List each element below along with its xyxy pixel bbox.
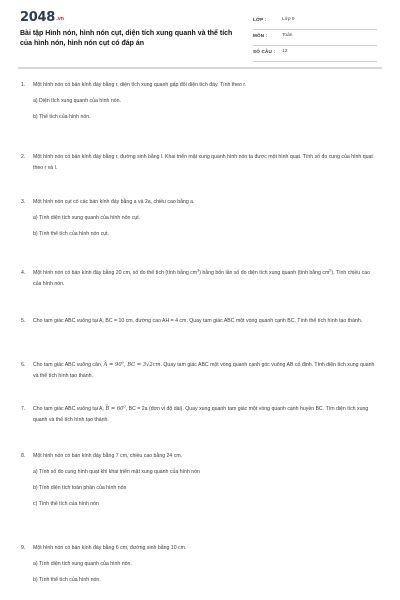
question-text: Một hình nón có bán kính đáy bằng 6 cm, đường sinh bằng 10 cm. bbox=[33, 545, 187, 551]
site-logo[interactable] bbox=[20, 10, 64, 25]
meta-value: 12 bbox=[282, 49, 288, 54]
meta-label: MÔN : bbox=[253, 33, 268, 38]
header-divider bbox=[18, 67, 382, 69]
meta-value: Toán bbox=[282, 33, 293, 38]
question-5 bbox=[21, 316, 379, 327]
question-part: b) Tính thể tích của hình nón cụt. bbox=[33, 231, 110, 237]
angle-symbol: ^ B bbox=[105, 404, 109, 415]
question-part: b) Tính thể tích của hình nón. bbox=[33, 577, 101, 583]
question-part: a) Diện tích xung quanh của hình nón. bbox=[33, 98, 121, 104]
meta-info bbox=[253, 14, 377, 62]
question-text: Một hình nón có bán kính đáy bằng r, diện tích xung quanh gấp đôi diện tích đáy. Tính theo r. bbox=[33, 82, 247, 88]
meta-subject bbox=[253, 30, 377, 46]
question-text: Cho tam giác ABC vuông tại A, BC = 10 cm, đường cao AH = 4 cm. Quay tam giác ABC một vòng quanh cạnh BC. Tính thể tích hình tạo thành. bbox=[33, 318, 363, 324]
document-title: Bài tập Hình nón, hình nón cụt, diện tích xung quanh và thể tích của hình nón, hình nón cụt có đáp án bbox=[20, 30, 233, 47]
question-3 bbox=[21, 197, 379, 240]
question-number: 6. bbox=[21, 362, 26, 368]
question-text: Cho tam giác ABC vuông cân, ^ $A = 90^o$, BC = 3√2cm. Quay tam giác ABC một vòng quanh cạnh góc vuông AB cố định. Tính diện tích xung quanh và thể tích hình tạo thành. bbox=[33, 360, 379, 382]
question-part: a) Tính diện tích xung quanh của hình nón. bbox=[33, 561, 132, 567]
question-text: Một hình nón có bán kính đáy bằng r, đường sinh bằng l. Khai triển mặt xung quanh hình nón ta được một hình quạt. Tính số đo cung của hình quạt theo r và l. bbox=[33, 154, 373, 171]
question-part: b) Tính diện tích toàn phần của hình nón bbox=[33, 485, 127, 491]
logo-suffix: .vn bbox=[55, 16, 64, 22]
question-number: 9. bbox=[21, 545, 26, 551]
question-number: 5. bbox=[21, 318, 26, 324]
meta-label: SỐ CÂU : bbox=[253, 49, 276, 54]
question-part: a) Tính diện tích xung quanh của hình nón cụt. bbox=[33, 215, 141, 221]
meta-question-count bbox=[253, 46, 377, 62]
question-4 bbox=[21, 268, 379, 290]
question-9 bbox=[21, 543, 379, 586]
question-6 bbox=[21, 360, 379, 382]
question-text: Một hình nón có bán kính đáy bằng 20 cm, số đo thể tích (tính bằng $cm^3$) bằng bốn lần số đo diện tích xung quanh (tính bằng $cm^2$). Tính chiều cao của hình nón. bbox=[33, 268, 370, 287]
meta-value: Lớp 9 bbox=[282, 17, 295, 22]
question-text: Một hình nón cụt có các bán kính đáy bằng a và 2a, chiều cao bằng a. bbox=[33, 199, 195, 205]
question-number: 4. bbox=[21, 270, 26, 276]
question-part: a) Tính số đo cung hình quạt khi khai triển mặt xung quanh của hình nón bbox=[33, 469, 200, 475]
meta-label: LỚP : bbox=[253, 17, 267, 22]
question-number: 1. bbox=[21, 82, 26, 88]
meta-class bbox=[253, 14, 377, 30]
question-8 bbox=[21, 451, 379, 510]
question-number: 2. bbox=[21, 154, 26, 160]
question-1 bbox=[21, 80, 379, 123]
question-part: c) Tính thể tích của hình nón bbox=[33, 501, 99, 507]
question-text: Cho tam giác ABC vuông tại A, ^ $B = 60^o$, BC = 2a (đơn vị độ dài). Quay xung quanh tam giác một vòng quanh cạnh huyền BC. Tìm diện tích xung quanh và thể tích hình tạo thành. bbox=[33, 404, 379, 426]
question-text: Một hình nón có bán kính đáy bằng 7 cm, chiều cao bằng 24 cm. bbox=[33, 453, 183, 459]
angle-symbol: ^ A bbox=[104, 360, 108, 371]
question-2 bbox=[21, 152, 379, 174]
header bbox=[0, 0, 400, 66]
question-number: 3. bbox=[21, 199, 26, 205]
logo-text: 2048 bbox=[20, 10, 55, 25]
question-part: b) Thể tích của hình nón. bbox=[33, 114, 91, 120]
question-7 bbox=[21, 404, 379, 426]
question-number: 8. bbox=[21, 453, 26, 459]
question-number: 7. bbox=[21, 406, 26, 412]
